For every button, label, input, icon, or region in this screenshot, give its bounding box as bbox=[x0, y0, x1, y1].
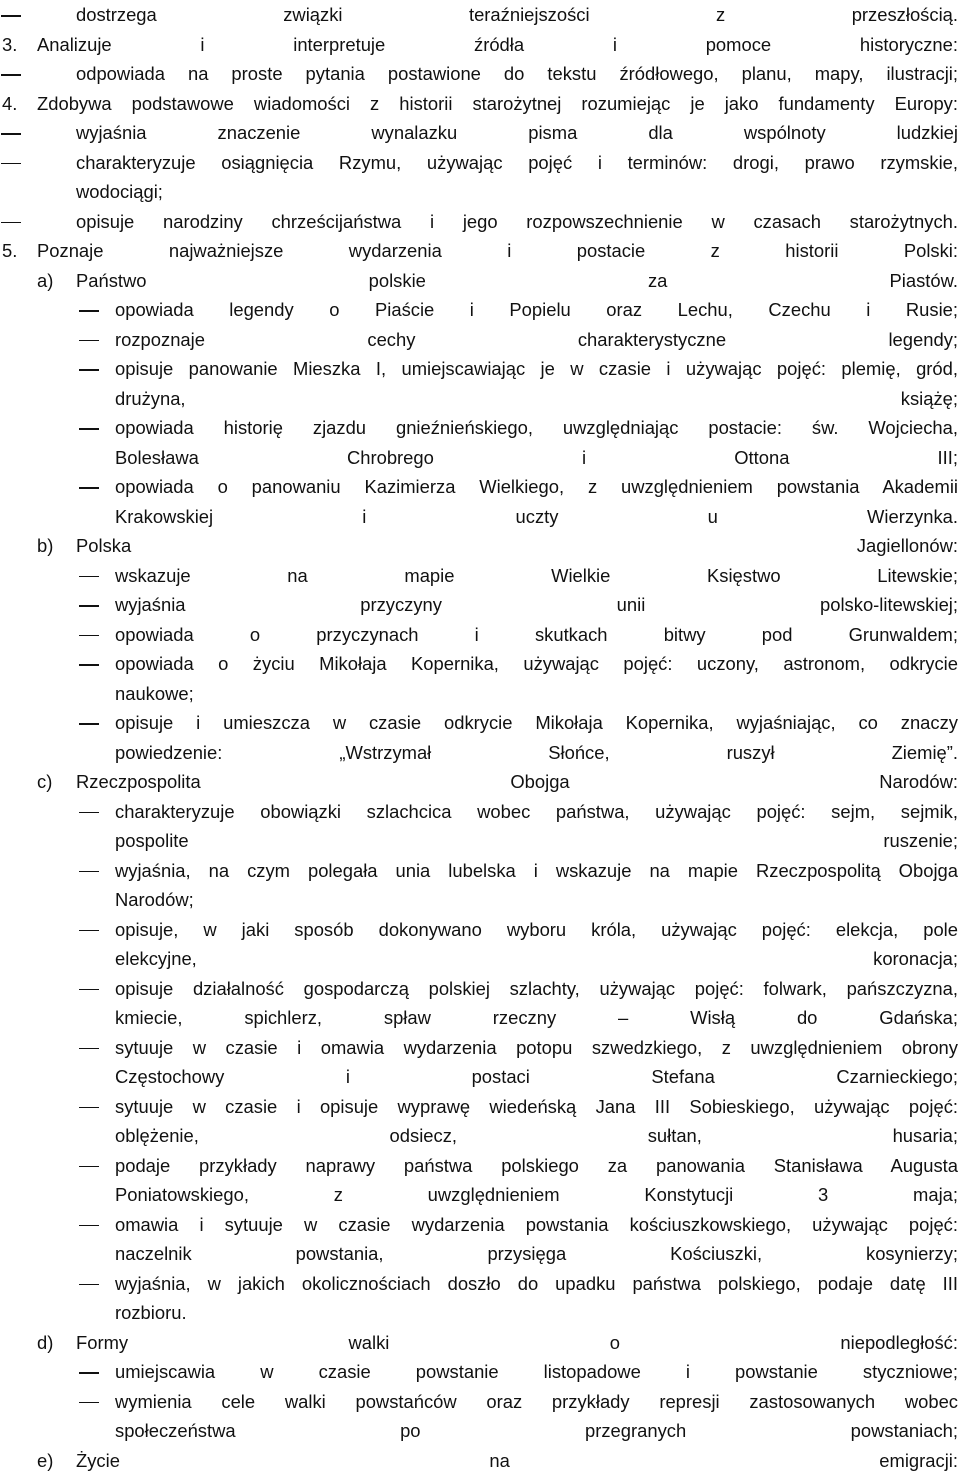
dash-bullet-icon bbox=[79, 1372, 99, 1373]
dash-bullet-icon bbox=[79, 1402, 99, 1403]
text-line: opowiada o przyczynach i skutkach bitwy pod Grunwaldem; bbox=[115, 620, 958, 650]
text-line: opisuje i umieszcza w czasie odkrycie Mikołaja Kopernika, wyjaśniając, co znaczy bbox=[115, 708, 958, 738]
text-line: społeczeństwa po przegranych powstaniach; bbox=[115, 1416, 958, 1446]
text-line: opisuje panowanie Mieszka I, umiejscawiając je w czasie i używając pojęć: plemię, gród, bbox=[115, 354, 958, 384]
list-item bbox=[0, 1033, 960, 1092]
text-line: rozbioru. bbox=[115, 1298, 958, 1328]
text-line: Polska Jagiellonów: bbox=[76, 531, 958, 561]
dash-bullet-icon bbox=[79, 1284, 99, 1285]
text-line: opowiada o panowaniu Kazimierza Wielkiego, z uwzględnieniem powstania Akademii bbox=[115, 472, 958, 502]
list-item bbox=[0, 325, 960, 355]
text-line: oblężenie, odsiecz, sułtan, husaria; bbox=[115, 1121, 958, 1151]
dash-bullet-icon bbox=[79, 1048, 99, 1049]
list-item bbox=[0, 0, 960, 30]
list-item bbox=[0, 915, 960, 974]
numbered-heading bbox=[0, 30, 960, 60]
list-item bbox=[0, 856, 960, 915]
text-line: Zdobywa podstawowe wiadomości z historii starożytnej rozumiejąc je jako fundamenty Europy: bbox=[37, 89, 958, 119]
dash-bullet-icon bbox=[1, 74, 21, 75]
dash-bullet-icon bbox=[1, 15, 21, 16]
list-item bbox=[0, 1092, 960, 1151]
list-item bbox=[0, 620, 960, 650]
text-line: powiedzenie: „Wstrzymał Słońce, ruszył Ziemię”. bbox=[115, 738, 958, 768]
text-line: wyjaśnia przyczyny unii polsko-litewskiej; bbox=[115, 590, 958, 620]
list-item bbox=[0, 1151, 960, 1210]
text-line: pospolite ruszenie; bbox=[115, 826, 958, 856]
text-line: Analizuje i interpretuje źródła i pomoce historyczne: bbox=[37, 30, 958, 60]
dash-bullet-icon bbox=[79, 605, 99, 606]
numbered-heading bbox=[0, 89, 960, 119]
dash-bullet-icon bbox=[79, 989, 99, 990]
list-item bbox=[0, 1387, 960, 1446]
text-line: umiejscawia w czasie powstanie listopadowe i powstanie styczniowe; bbox=[115, 1357, 958, 1387]
dash-bullet-icon bbox=[79, 930, 99, 931]
list-marker: 5. bbox=[2, 236, 17, 266]
dash-bullet-icon bbox=[79, 310, 99, 311]
text-line: wodociągi; bbox=[76, 177, 958, 207]
list-marker: c) bbox=[37, 767, 52, 797]
text-line: opisuje działalność gospodarczą polskiej szlachty, używając pojęć: folwark, pańszczyzna, bbox=[115, 974, 958, 1004]
list-item bbox=[0, 59, 960, 89]
text-line: dostrzega związki teraźniejszości z przeszłością. bbox=[76, 0, 958, 30]
text-line: opowiada legendy o Piaście i Popielu oraz Lechu, Czechu i Rusie; bbox=[115, 295, 958, 325]
text-line: Życie na emigracji: bbox=[76, 1446, 958, 1475]
dash-bullet-icon bbox=[79, 340, 99, 341]
list-item bbox=[0, 1357, 960, 1387]
dash-bullet-icon bbox=[79, 812, 99, 813]
text-line: sytuuje w czasie i omawia wydarzenia potopu szwedzkiego, z uwzględnieniem obrony bbox=[115, 1033, 958, 1063]
list-item bbox=[0, 561, 960, 591]
list-item bbox=[0, 207, 960, 237]
text-line: wyjaśnia, w jakich okolicznościach doszło do upadku państwa polskiego, podaje datę III bbox=[115, 1269, 958, 1299]
dash-bullet-icon bbox=[79, 1107, 99, 1108]
text-line: Formy walki o niepodległość: bbox=[76, 1328, 958, 1358]
text-line: opisuje, w jaki sposób dokonywano wyboru króla, używając pojęć: elekcja, pole bbox=[115, 915, 958, 945]
text-line: wyjaśnia znaczenie wynalazku pisma dla wspólnoty ludzkiej bbox=[76, 118, 958, 148]
text-line: drużyna, książę; bbox=[115, 384, 958, 414]
text-line: Częstochowy i postaci Stefana Czarnieckiego; bbox=[115, 1062, 958, 1092]
list-item bbox=[0, 974, 960, 1033]
dash-bullet-icon bbox=[1, 222, 21, 223]
text-line: opowiada o życiu Mikołaja Kopernika, używając pojęć: uczony, astronom, odkrycie bbox=[115, 649, 958, 679]
text-line: wyjaśnia, na czym polegała unia lubelska i wskazuje na mapie Rzeczpospolitą Obojga bbox=[115, 856, 958, 886]
list-item bbox=[0, 1210, 960, 1269]
text-line: Poniatowskiego, z uwzględnieniem Konstytucji 3 maja; bbox=[115, 1180, 958, 1210]
list-item bbox=[0, 148, 960, 207]
text-line: charakteryzuje osiągnięcia Rzymu, używając pojęć i terminów: drogi, prawo rzymskie, bbox=[76, 148, 958, 178]
text-line: Krakowskiej i uczty u Wierzynka. bbox=[115, 502, 958, 532]
list-item bbox=[0, 649, 960, 708]
list-item bbox=[0, 797, 960, 856]
dash-bullet-icon bbox=[79, 487, 99, 488]
dash-bullet-icon bbox=[79, 1166, 99, 1167]
list-marker: b) bbox=[37, 531, 53, 561]
list-item bbox=[0, 118, 960, 148]
list-item bbox=[0, 590, 960, 620]
section-heading bbox=[0, 1446, 960, 1475]
text-line: naczelnik powstania, przysięga Kościuszki, kosynierzy; bbox=[115, 1239, 958, 1269]
text-line: Państwo polskie za Piastów. bbox=[76, 266, 958, 296]
section-heading bbox=[0, 531, 960, 561]
numbered-heading bbox=[0, 236, 960, 266]
list-item bbox=[0, 1269, 960, 1328]
section-heading bbox=[0, 767, 960, 797]
text-line: naukowe; bbox=[115, 679, 958, 709]
dash-bullet-icon bbox=[79, 871, 99, 872]
section-heading bbox=[0, 266, 960, 296]
text-line: omawia i sytuuje w czasie wydarzenia powstania kościuszkowskiego, używając pojęć: bbox=[115, 1210, 958, 1240]
list-item bbox=[0, 472, 960, 531]
text-line: elekcyjne, koronacja; bbox=[115, 944, 958, 974]
dash-bullet-icon bbox=[79, 664, 99, 665]
list-marker: 4. bbox=[2, 89, 17, 119]
text-line: wskazuje na mapie Wielkie Księstwo Litewskie; bbox=[115, 561, 958, 591]
list-item bbox=[0, 708, 960, 767]
text-line: Narodów; bbox=[115, 885, 958, 915]
dash-bullet-icon bbox=[79, 428, 99, 429]
text-line: Bolesława Chrobrego i Ottona III; bbox=[115, 443, 958, 473]
dash-bullet-icon bbox=[79, 1225, 99, 1226]
list-item bbox=[0, 295, 960, 325]
dash-bullet-icon bbox=[79, 635, 99, 636]
dash-bullet-icon bbox=[1, 133, 21, 134]
dash-bullet-icon bbox=[79, 576, 99, 577]
list-marker: e) bbox=[37, 1446, 53, 1475]
list-marker: d) bbox=[37, 1328, 53, 1358]
text-line: odpowiada na proste pytania postawione do tekstu źródłowego, planu, mapy, ilustracji; bbox=[76, 59, 958, 89]
section-heading bbox=[0, 1328, 960, 1358]
text-line: podaje przykłady naprawy państwa polskiego za panowania Stanisława Augusta bbox=[115, 1151, 958, 1181]
text-line: kmiecie, spichlerz, spław rzeczny – Wisłą do Gdańska; bbox=[115, 1003, 958, 1033]
text-line: wymienia cele walki powstańców oraz przykłady represji zastosowanych wobec bbox=[115, 1387, 958, 1417]
list-marker: a) bbox=[37, 266, 53, 296]
text-line: Rzeczpospolita Obojga Narodów: bbox=[76, 767, 958, 797]
text-line: opisuje narodziny chrześcijaństwa i jego rozpowszechnienie w czasach starożytnych. bbox=[76, 207, 958, 237]
text-line: charakteryzuje obowiązki szlachcica wobec państwa, używając pojęć: sejm, sejmik, bbox=[115, 797, 958, 827]
text-line: rozpoznaje cechy charakterystyczne legendy; bbox=[115, 325, 958, 355]
text-line: Poznaje najważniejsze wydarzenia i postacie z historii Polski: bbox=[37, 236, 958, 266]
dash-bullet-icon bbox=[79, 723, 99, 724]
text-line: sytuuje w czasie i opisuje wyprawę wiedeńską Jana III Sobieskiego, używając pojęć: bbox=[115, 1092, 958, 1122]
list-item bbox=[0, 354, 960, 413]
list-item bbox=[0, 413, 960, 472]
dash-bullet-icon bbox=[1, 163, 21, 164]
list-marker: 3. bbox=[2, 30, 17, 60]
dash-bullet-icon bbox=[79, 369, 99, 370]
text-line: opowiada historię zjazdu gnieźnieńskiego, uwzględniając postacie: św. Wojciecha, bbox=[115, 413, 958, 443]
